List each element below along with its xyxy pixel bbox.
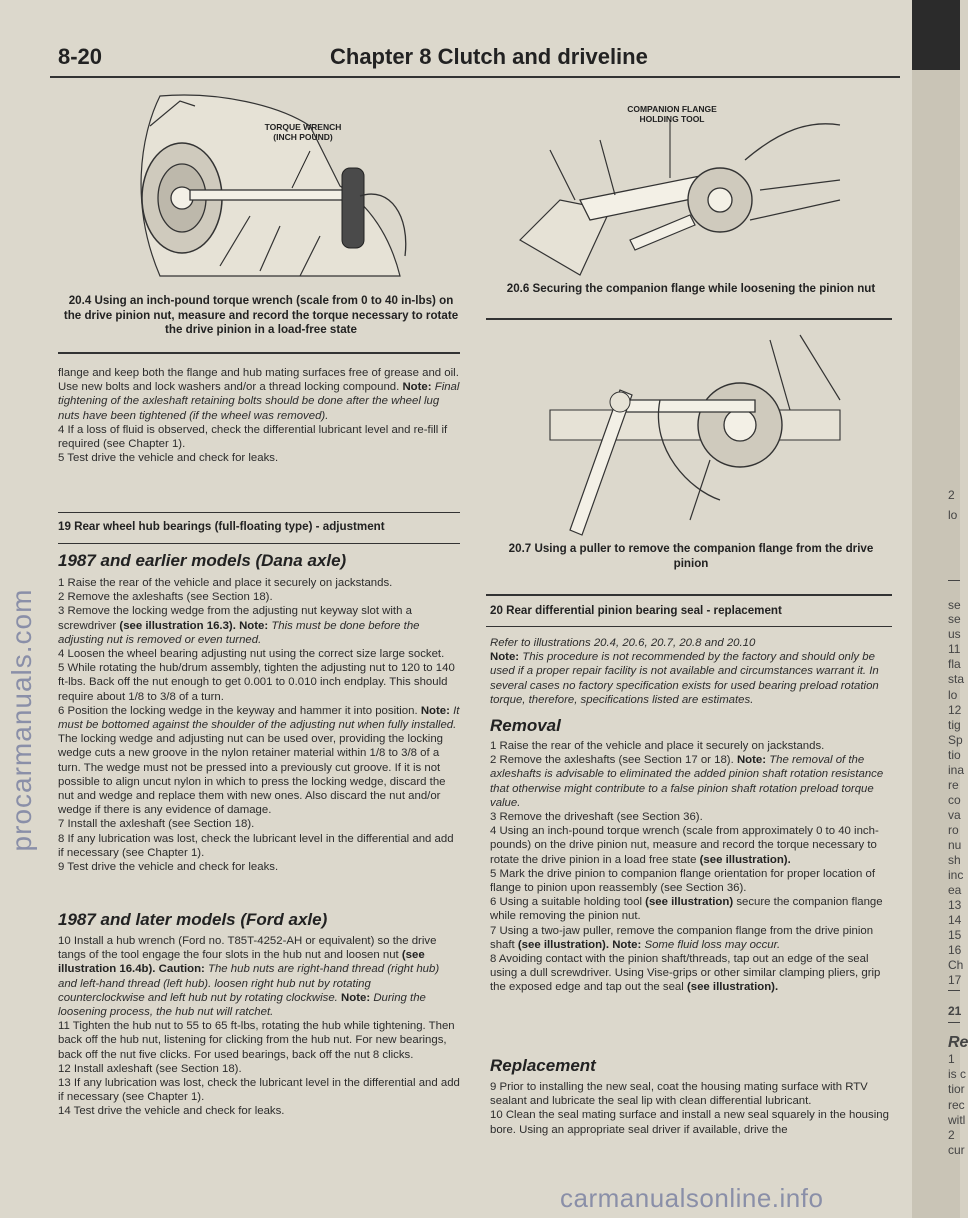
section-20-title: 20 Rear differential pinion bearing seal - replacement — [490, 604, 782, 617]
puller-illustration — [540, 330, 860, 535]
adjacent-page-fragment: re — [948, 778, 959, 792]
subheading-dana-axle: 1987 and earlier models (Dana axle) — [58, 551, 347, 570]
adjacent-page-fragment: nu — [948, 838, 962, 852]
figure-20-4-caption: 20.4 Using an inch-pound torque wrench (scale from 0 to 40 in-lbs) on the drive pinion nut, measure and record the torque necessary to rotate the drive pinion in a load-free state — [63, 294, 459, 336]
adjacent-page-fragment: sh — [948, 853, 961, 867]
adjacent-page-fragment: sta — [948, 672, 965, 686]
torque-wrench-illustration — [120, 86, 420, 286]
header-rule — [50, 76, 900, 78]
figure-20-7-caption: 20.7 Using a puller to remove the companion flange from the drive pinion — [508, 542, 874, 570]
adjacent-page-fragment: va — [948, 808, 961, 822]
adjacent-page-fragment: 2 — [948, 488, 955, 502]
adjacent-page-header-band — [912, 0, 960, 70]
divider — [486, 594, 892, 596]
adjacent-page-fragment: se — [948, 612, 961, 626]
adjacent-page-fragment: 16 — [948, 943, 962, 957]
subheading-ford-axle: 1987 and later models (Ford axle) — [58, 910, 328, 929]
adjacent-page-fragment: 15 — [948, 928, 962, 942]
adjacent-page-fragment: rec — [948, 1098, 965, 1112]
adjacent-page-fragment: lo — [948, 688, 958, 702]
adjacent-page-fragment: 12 — [948, 703, 962, 717]
chapter-title: Chapter 8 Clutch and driveline — [330, 44, 648, 69]
adjacent-page-fragment: ea — [948, 883, 962, 897]
adjacent-page-rule — [948, 990, 960, 991]
adjacent-page-rule — [948, 1022, 960, 1023]
adjacent-page-fragment: 2 — [948, 1128, 955, 1142]
adjacent-page-fragment: Ch — [948, 958, 964, 972]
adjacent-page-fragment: Sp — [948, 733, 963, 747]
section-20-removal-text: 1 Raise the rear of the vehicle and place it securely on jackstands. 2 Remove the axleshafts (see Section 17 or 18). Note: The removal of the axleshafts is advisable to eliminated the added pinion shaft rotation resistance that otherwise might contribute to a false pinion shaft rotation preload torque value. 3 Remove the driveshaft (see Section 36). 4 Using an inch-pound torque wrench (scale from approximately 0 to 40 inch-pounds) on the drive pinion nut, measure and record the torque necessary to rotate the drive pinion in a load free state (see illustration). 5 Mark the drive pinion to companion flange orientation for proper location of flange to pinion upon reassembly (see Section 36). 6 Using a suitable holding tool (see illustration) secure the companion flange while removing the pinion nut. 7 Using a two-jaw puller, remove the companion flange from the drive pinion shaft (see illustration). Note: Some fluid loss may occur. 8 Avoiding contact with the pinion shaft/threads, tap out an edge of the seal using a dull screwdriver. Using Vise-grips or other similar clamping pliers, grip the exposed edge and tap out the seal (see illustration). — [490, 740, 884, 994]
adjacent-page-fragment: 11 — [948, 642, 961, 656]
adjacent-page-fragment: tior — [948, 1082, 965, 1096]
section-19-title: 19 Rear wheel hub bearings (full-floating type) - adjustment — [58, 520, 385, 533]
adjacent-page-fragment: tio — [948, 748, 961, 762]
watermark-bottom: carmanualsonline.info — [560, 1183, 824, 1213]
section-20-replacement-text: 9 Prior to installing the new seal, coat the housing mating surface with RTV sealant and lubricate the seal lip with clean differential lubricant. 10 Clean the seal mating surface and install a new seal squarely in the housing bore. Using an appropriate seal driver if available, drive the — [490, 1081, 889, 1136]
divider — [58, 543, 460, 544]
adjacent-page-strip — [912, 0, 968, 1218]
divider — [486, 318, 892, 320]
adjacent-page-fragment: 14 — [948, 913, 962, 927]
holding-tool-callout: COMPANION FLANGE HOLDING TOOL — [627, 104, 717, 124]
divider — [486, 626, 892, 627]
adjacent-page-fragment: 1 — [948, 1052, 955, 1066]
divider — [58, 352, 460, 354]
adjacent-page-fragment: co — [948, 793, 961, 807]
adjacent-page-fragment: 13 — [948, 898, 962, 912]
subheading-removal: Removal — [490, 716, 561, 735]
adjacent-page-fragment: ro — [948, 823, 959, 837]
adjacent-page-fragment: ina — [948, 763, 965, 777]
divider — [58, 512, 460, 513]
section-19-dana-text: 1 Raise the rear of the vehicle and place it securely on jackstands. 2 Remove the axleshafts (see Section 18). 3 Remove the locking wedge from the adjusting nut keyway slot with a screwdriver (see illustration 16.3). Note: This must be done before the adjusting nut is removed or even turned. 4 Loosen the wheel bearing adjusting nut using the correct size large socket. 5 While rotating the hub/drum assembly, tighten the adjusting nut to 120 to 140 ft-lbs. Back off the nut enough to get 0.001 to 0.010 inch endplay. This should require about 1/8 to 3/8 of a turn. 6 Position the locking wedge in the keyway and hammer it into position. Note: It must be bottomed against the shoulder of the adjusting nut when fully installed. The locking wedge and adjusting nut can be used over, providing the locking wedge cuts a new groove in the nylon retainer material within 1/8 to 3/8 of a turn. The wedge must not be pressed into a previously cut groove. If it is not possible to align uncut nylon in which to press the locking wedge, discard the nut and wedge and replace them with new ones. Also discard the nut and/or wedge if there is any evidence of damage. 7 Install the axleshaft (see Section 18). 8 If any lubrication was lost, check the lubricant level in the differential and add if necessary (see Chapter 1). 9 Test drive the vehicle and check for leaks. — [58, 577, 460, 874]
section-19-ford-text: 10 Install a hub wrench (Ford no. T85T-4252-AH or equivalent) so the drive tangs of the tool engage the four slots in the hub nut and loosen nut (see illustration 16.4b). Caution: The hub nuts are right-hand thread (right hub) and left-hand thread (left hub). loosen right hub nut by rotating counterclockwise and left hub nut by rotating clockwise. Note: During the loosening process, the hub nut will ratchet. 11 Tighten the hub nut to 55 to 65 ft-lbs, rotating the hub while tightening. Then back off the hub nut, listening for clicking from the hub nut. For new bearings, back off the nut five clicks. For used bearings, back off the nut 8 clicks. 12 Install axleshaft (see Section 18). 13 If any lubrication was lost, check the lubricant level in the differential and add if necessary (see Chapter 1). 14 Test drive the vehicle and check for leaks. — [58, 935, 460, 1118]
adjacent-page-fragment: fla — [948, 657, 961, 671]
adjacent-page-fragment: inc — [948, 868, 964, 882]
adjacent-page-fragment: cur — [948, 1143, 965, 1157]
subheading-replacement: Replacement — [490, 1056, 596, 1075]
figure-20-6-caption: 20.6 Securing the companion flange while loosening the pinion nut — [506, 282, 876, 295]
adjacent-page-fragment: se — [948, 598, 961, 612]
adjacent-page-fragment: 21 — [948, 1004, 962, 1018]
adjacent-page-fragment: 17 — [948, 973, 962, 987]
page-header — [58, 44, 900, 80]
torque-wrench-callout: TORQUE WRENCH (INCH POUND) — [264, 122, 342, 142]
adjacent-page-fragment: is c — [948, 1067, 966, 1081]
watermark-left: procarmanuals.com — [6, 588, 37, 852]
section-20-intro: Refer to illustrations 20.4, 20.6, 20.7, 20.8 and 20.10 Note: This procedure is not recommended by the factory and should only be used if a proper repair facility is not available and circumstances warrant it. In several cases no factory specification exists for used bearing preload rotation torque, therefore, specifications listed are estimates. — [490, 637, 879, 706]
left-intro-text: flange and keep both the flange and hub mating surfaces free of grease and oil. Use new bolts and lock washers and/or a thread locking compound. Note: Final tightening of the axleshaft retaining bolts should be done after the wheel lug nuts have been tightened (if the wheel was removed). 4 If a loss of fluid is observed, check the differential lubricant level and re-fill if required (see Chapter 1). 5 Test drive the vehicle and check for leaks. — [58, 367, 460, 465]
adjacent-page-fragment: us — [948, 627, 961, 641]
page-number: 8-20 — [58, 44, 103, 69]
adjacent-page-rule — [948, 580, 960, 581]
adjacent-page-fragment: witl — [948, 1113, 966, 1127]
adjacent-page-fragment: lo — [948, 508, 958, 522]
adjacent-page-fragment: tig — [948, 718, 961, 732]
adjacent-page-fragment: Re — [948, 1034, 968, 1051]
